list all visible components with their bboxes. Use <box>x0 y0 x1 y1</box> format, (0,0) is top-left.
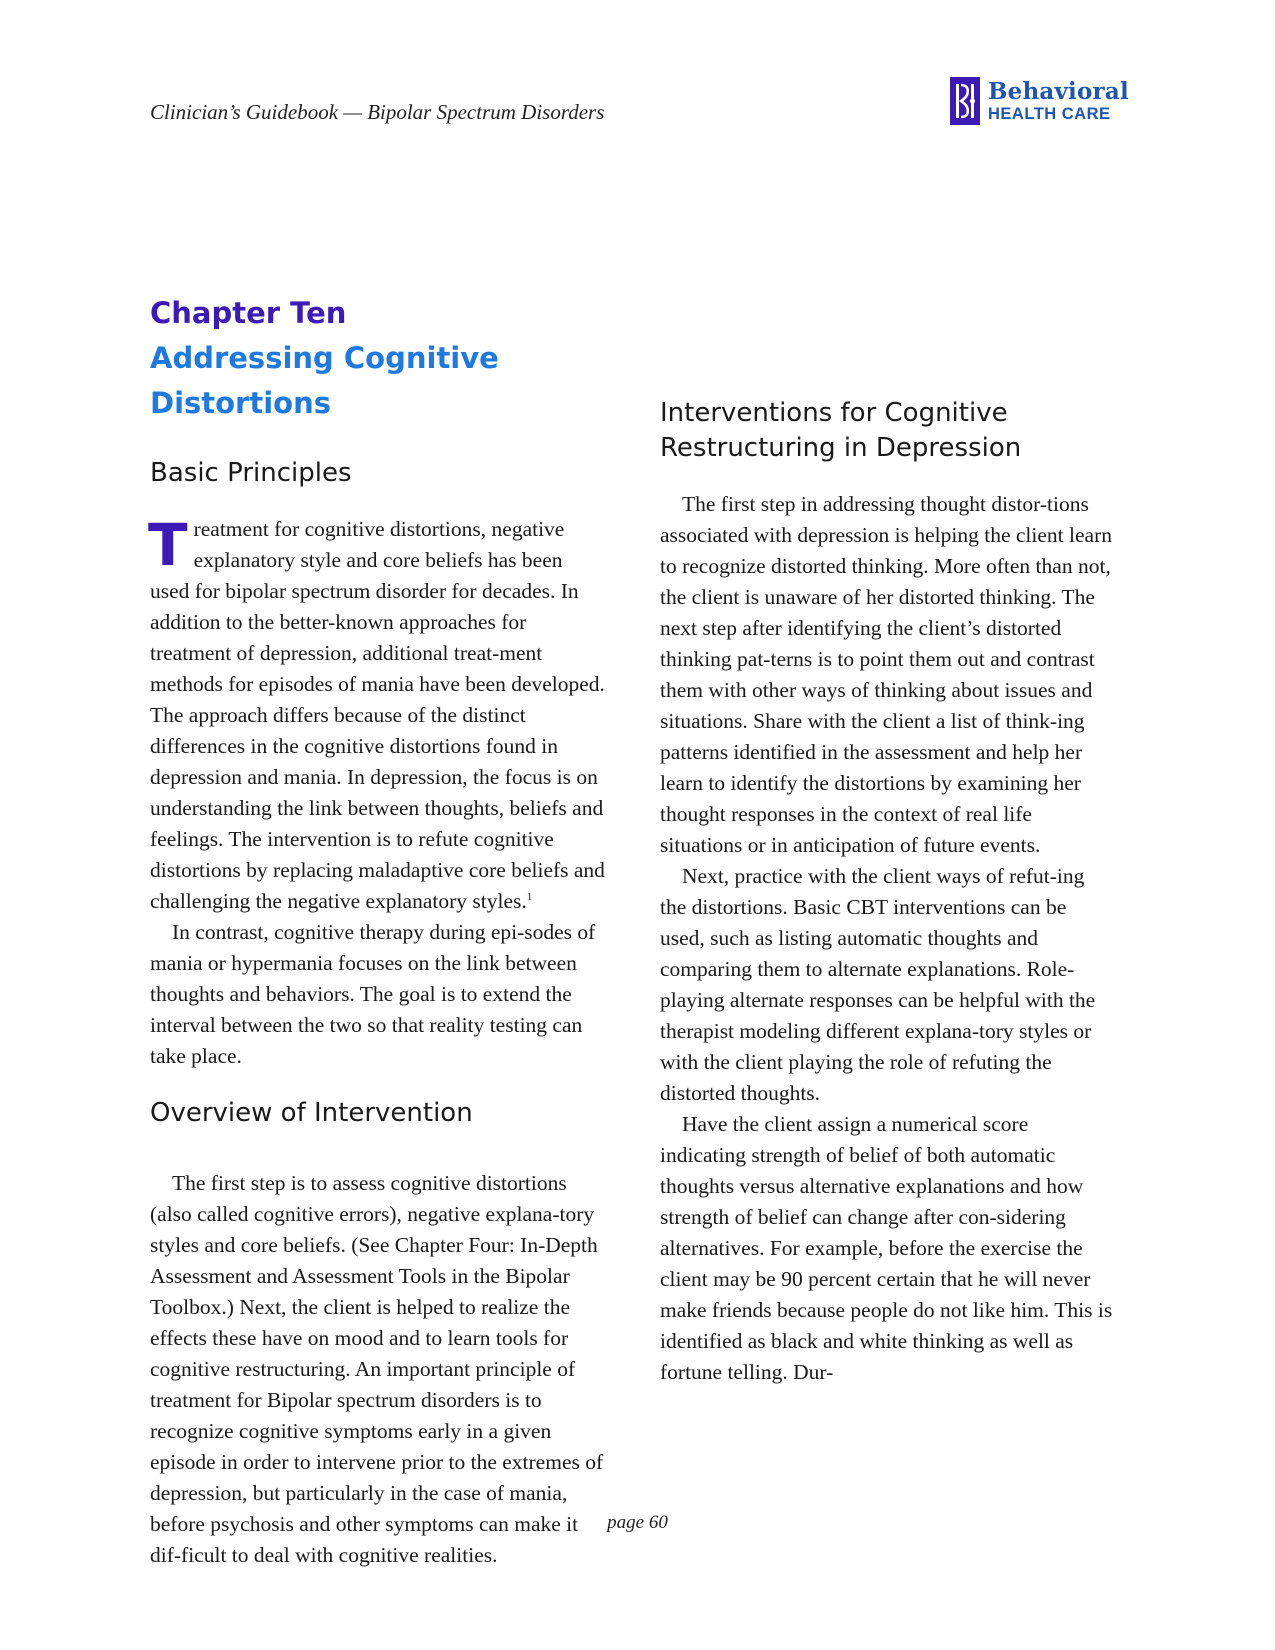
heading-line2: Restructuring in Depression <box>660 433 1022 463</box>
paragraph-basic-principles-2: In contrast, cognitive therapy during epi-sodes of mania or hypermania focuses on the link between thoughts and behaviors. The goal is to extend the interval between the two so that reality testing can take place. <box>150 920 596 1068</box>
overview-continuation-space <box>660 178 1115 364</box>
section-heading-overview: Overview of Intervention <box>150 1098 473 1128</box>
running-head: Clinician’s Guidebook — Bipolar Spectrum Disorders <box>150 100 605 124</box>
bh-monogram-icon <box>950 77 980 125</box>
paragraph-text: reatment for cognitive distortions, negative explanatory style and core beliefs has been used for bipolar spectrum disorder for decades. In addition to the better-known approaches for treatment of depression, additional treat-ment methods for episodes of mania have been developed. The approach differs because of the distinct differences in the cognitive distortions found in depression and mania. In depression, the focus is on understanding the link between thoughts, beliefs and feelings. The intervention is to refute cognitive distortions by replacing maladaptive core beliefs and challenging the negative explanatory styles. <box>150 517 605 913</box>
heading-line1: Interventions for Cognitive <box>660 398 1008 428</box>
chapter-title <box>150 291 605 426</box>
right-column <box>660 178 1115 1388</box>
section-heading-basic-principles: Basic Principles <box>150 458 352 488</box>
paragraph-interventions-2: Next, practice with the client ways of refut-ing the distortions. Basic CBT interventions can be used, such as listing automatic thoughts and comparing them to alternate explanations. Role-playing alternate responses can be helpful with the therapist modeling different explana-tory styles or with the client playing the role of refuting the distorted thoughts. <box>660 864 1096 1105</box>
logo-wordmark-line1: Behavioral <box>988 77 1129 105</box>
paragraph-interventions-1: The first step in addressing thought distor-tions associated with depression is helping the client learn to recognize distorted thinking. More often than not, the client is unaware of her distorted thinking. The next step after identifying the client’s distorted thinking pat-terns is to point them out and contrast them with other ways of thinking about issues and situations. Share with the client a list of think-ing patterns identified in the assessment and help her learn to identify the distortions by examining her thought responses in the context of real life situations or in anticipation of future events. <box>660 492 1112 857</box>
publisher-logo <box>950 76 1129 126</box>
chapter-title-line1: Addressing Cognitive <box>150 341 499 375</box>
paragraph-basic-principles-1 <box>148 511 605 917</box>
chapter-title-line2: Distortions <box>150 386 331 420</box>
logo-wordmark-line2: HEALTH CARE <box>988 104 1111 123</box>
footnote-marker: 1 <box>526 890 533 903</box>
left-column <box>150 178 605 1571</box>
drop-cap: T <box>148 511 188 579</box>
paragraph-overview-1: The first step is to assess cognitive distortions (also called cognitive errors), negative explana-tory styles and core beliefs. (See Chapter Four: In-Depth Assessment and Assessment Tools in the Bipolar Toolbox.) Next, the client is helped to realize the effects these have on mood and to learn tools for cognitive restructuring. An important principle of treatment for Bipolar spectrum disorders is to recognize cognitive symptoms early in a given episode in order to intervene prior to the extremes of depression, but particularly in the case of mania, before psychosis and other symptoms can make it dif-ficult to deal with cognitive realities. <box>150 1171 604 1567</box>
chapter-number: Chapter Ten <box>150 296 347 330</box>
page-number: page 60 <box>607 1512 668 1533</box>
section-heading-interventions <box>660 396 1115 466</box>
paragraph-interventions-3: Have the client assign a numerical score indicating strength of belief of both automatic thoughts versus alternative explanations and how strength of belief can change after con-sidering alternatives. For example, before the exercise the client may be 90 percent certain that he will never make friends because people do not like him. This is identified as black and white thinking as well as fortune telling. Dur- <box>660 1112 1113 1384</box>
